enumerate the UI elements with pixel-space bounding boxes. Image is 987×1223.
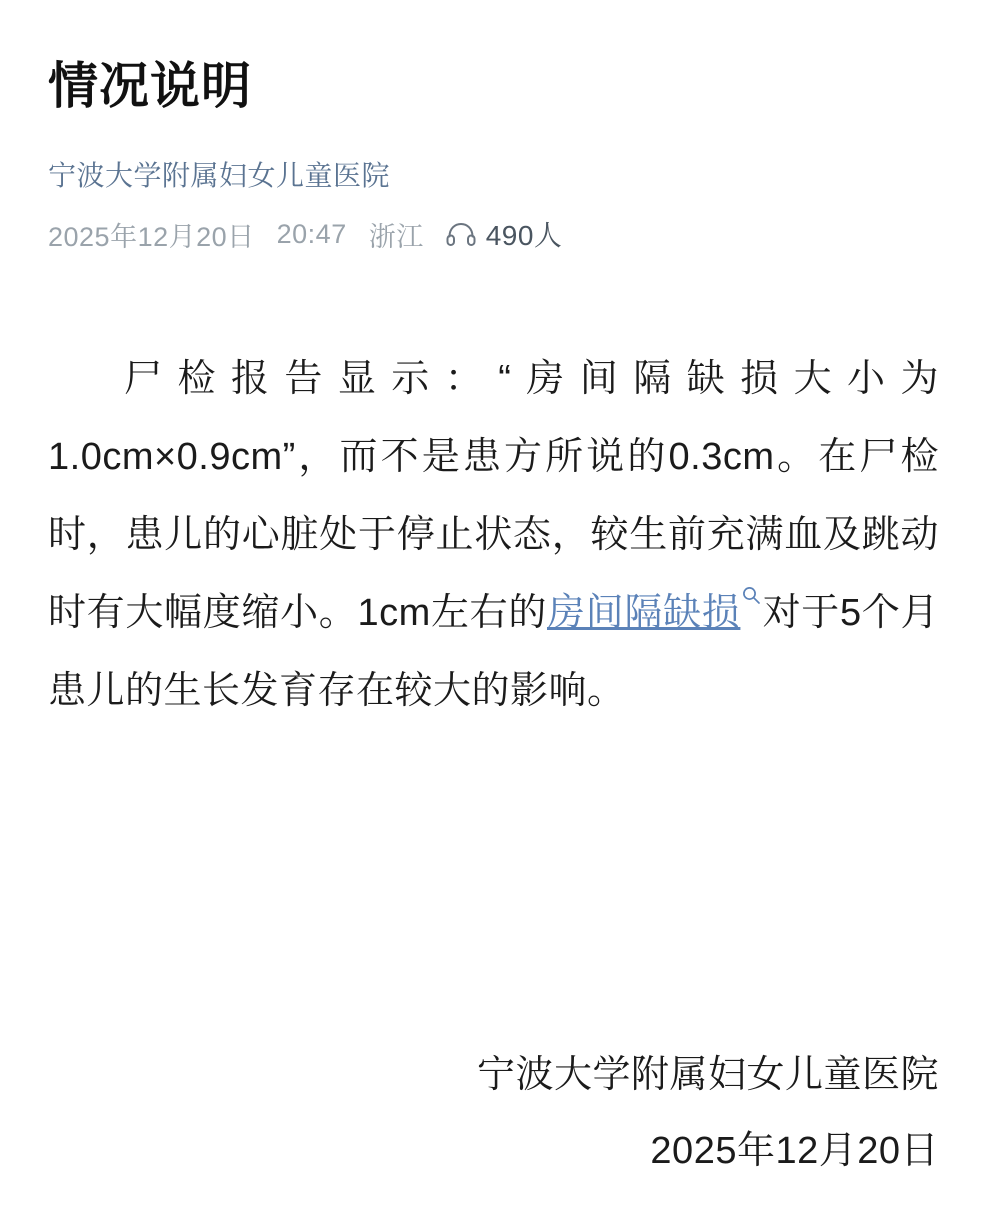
signature-date: 2025年12月20日	[650, 1130, 939, 1172]
signature-org: 宁波大学附属妇女儿童医院	[476, 1054, 939, 1096]
search-icon[interactable]	[741, 585, 761, 605]
listen-count: 490人	[485, 220, 563, 251]
body-paragraph-part1: 尸检报告显示：“房间隔缺损大小为1.0cm×0.9cm”，而不是患方所说的0.3cm。在尸检时，患儿的心脏处于停止状态，较生前充满血及跳动时有大幅度缩小。1cm左右的	[48, 358, 939, 634]
publish-location: 浙江	[368, 221, 424, 252]
signature-block	[477, 1037, 939, 1189]
page-title: 情况说明	[48, 58, 252, 114]
publish-date: 2025年12月20日	[48, 221, 255, 252]
article-body	[48, 340, 939, 730]
publish-time: 20:47	[276, 218, 347, 249]
term-link-atrial-septal-defect[interactable]: 房间隔缺损	[547, 592, 741, 634]
headphone-icon	[446, 221, 476, 247]
article-meta	[48, 214, 939, 254]
body-paragraph-part2: 对于5个月患儿的生长发育存在较大的影响。	[48, 592, 939, 712]
listen-button[interactable]	[446, 214, 563, 254]
article-source[interactable]: 宁波大学附属妇女儿童医院	[48, 160, 391, 191]
